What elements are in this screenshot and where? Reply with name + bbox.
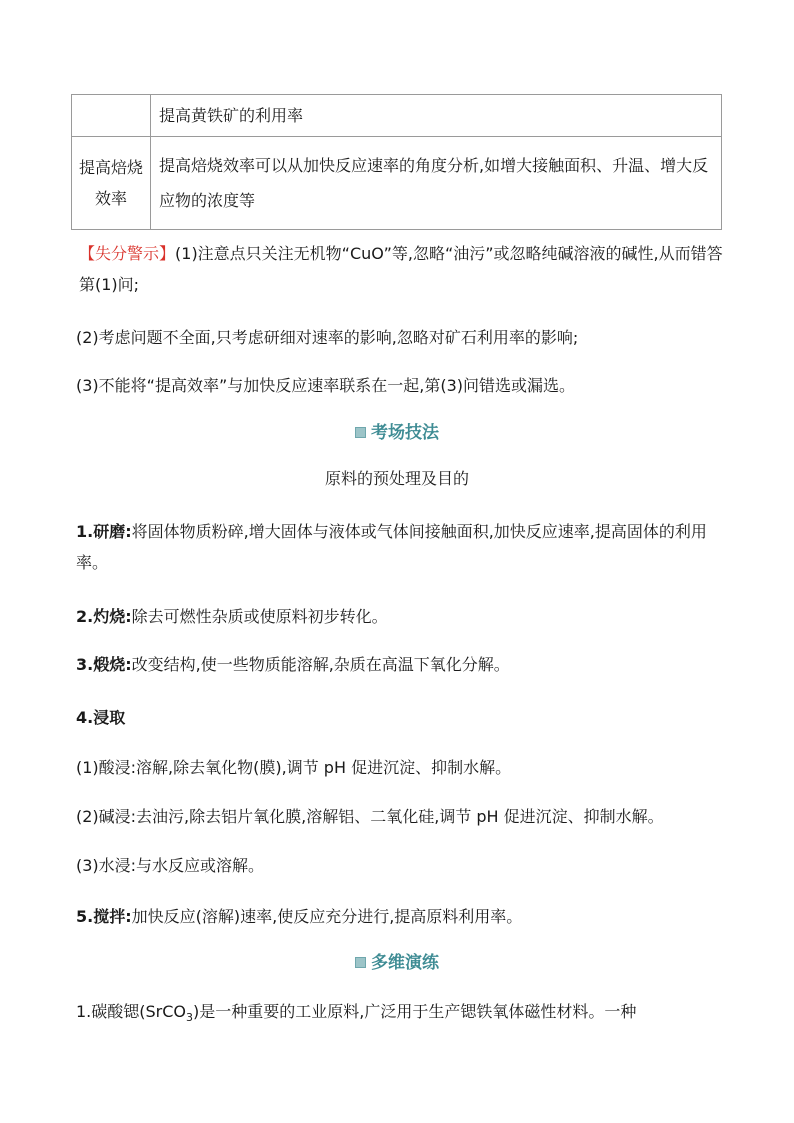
method-burning [76,603,726,631]
table-label-cell: 提高焙烧效率 [72,137,151,230]
method-text: 加快反应(溶解)速率,使反应充分进行,提高原料利用率。 [131,907,523,926]
warning-paragraph-2: (2)考虑问题不全面,只考虑研细对速率的影响,忽略对矿石利用率的影响; [76,328,579,347]
exercise-question-1 [76,998,726,1032]
method-leaching-heading: 4.浸取 [76,708,126,727]
method-label: 5.搅拌: [76,907,132,926]
section-heading-practice [0,949,794,977]
method-grinding [76,516,726,578]
table-row [72,137,722,230]
leaching-acid: (1)酸浸:溶解,除去氧化物(膜),调节 pH 促进沉淀、抑制水解。 [76,758,512,777]
section-heading-exam-skills [0,419,794,447]
warning-tag: 【失分警示】 [79,244,176,263]
table-row [72,95,722,137]
section-bullet-icon [355,957,366,968]
method-text: 将固体物质粉碎,增大固体与液体或气体间接触面积,加快反应速率,提高固体的利用率。 [76,522,707,572]
method-label: 2.灼烧: [76,607,132,626]
exercise-subscript: 3 [186,1011,194,1025]
method-label: 1.研磨: [76,522,132,541]
warning-paragraph-3: (3)不能将“提高效率”与加快反应速率联系在一起,第(3)问错选或漏选。 [76,376,575,395]
roasting-table [71,94,722,230]
table-content-cell: 提高焙烧效率可以从加快反应速率的角度分析,如增大接触面积、升温、增大反应物的浓度等 [151,137,722,230]
warning-paragraph-1 [79,238,729,300]
leaching-water: (3)水浸:与水反应或溶解。 [76,856,265,875]
method-calcining [76,651,726,679]
section-title: 多维演练 [371,953,439,973]
table-content-cell: 提高黄铁矿的利用率 [151,95,722,137]
section-title: 考场技法 [371,423,439,443]
warning-text-1: (1)注意点只关注无机物“CuO”等,忽略“油污”或忽略纯碱溶液的碱性,从而错答第(1)问; [79,244,723,294]
table-label-cell [72,95,151,137]
method-text: 除去可燃性杂质或使原料初步转化。 [131,607,388,626]
section-subtitle: 原料的预处理及目的 [324,469,469,488]
section-bullet-icon [355,427,366,438]
method-label: 3.煅烧: [76,655,132,674]
method-stirring [76,903,726,931]
exercise-suffix: )是一种重要的工业原料,广泛用于生产锶铁氧体磁性材料。一种 [193,1002,637,1021]
method-text: 改变结构,使一些物质能溶解,杂质在高温下氧化分解。 [131,655,510,674]
leaching-alkali: (2)碱浸:去油污,除去铝片氧化膜,溶解铝、二氧化硅,调节 pH 促进沉淀、抑制水解。 [76,807,664,826]
exercise-prefix: 1.碳酸锶(SrCO [76,1002,187,1021]
